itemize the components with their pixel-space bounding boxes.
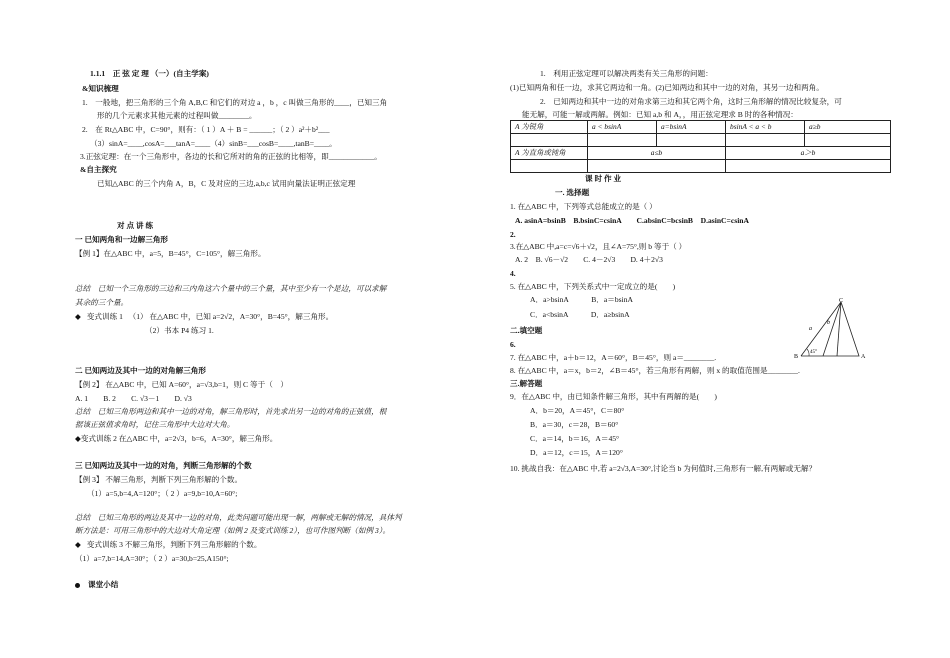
side-a-line xyxy=(823,302,841,356)
variant-1: ◆ 变式训练 1 （1） 在△ABC 中，已知 a=2√2，A=30°，B=45°，解三角形。 xyxy=(75,312,334,321)
question-3-options: A. 2 B. √6－√2 C. 4－2√3 D. 4＋2√3 xyxy=(515,255,663,264)
table-cell: A 为锐角 xyxy=(511,121,588,134)
question-9-option-d: D．a＝12，c＝15，A＝120° xyxy=(530,448,623,457)
table-cell xyxy=(657,134,726,147)
question-9: 9．在△ABC 中，由已知条件解三角形，其中有两解的是( ) xyxy=(510,392,717,401)
lesson-title: 1.1.1 正 弦 定 理 （一）(自主学案) xyxy=(90,69,209,78)
class-summary: 课堂小结 xyxy=(75,581,118,589)
table-cell xyxy=(588,134,657,147)
label-c: C xyxy=(839,298,844,304)
bullet-icon xyxy=(75,583,80,588)
label-angle: 45° xyxy=(810,350,817,355)
diamond-bullet-icon: ◆ xyxy=(75,540,81,549)
knowledge-item-3: （3）sinA=____,cosA=___tanA=____（4）sinB=___cosB=____,tanB=____。 xyxy=(90,139,337,148)
variant-1-item-2: （2）书本 P4 练习 1. xyxy=(145,326,214,335)
question-6: 6. xyxy=(510,340,516,349)
summary-1-cont: 其余的三个量。 xyxy=(75,298,129,307)
question-2: 2. xyxy=(510,230,516,239)
table-cell xyxy=(511,160,588,173)
label-a: a xyxy=(809,326,812,332)
summary-2: 总结 已知三角形两边和其中一边的对角，解三角形时，首先求出另一边的对角的正弦值，根 xyxy=(75,407,387,416)
example-3-items: （1）a=5,b=4,A=120°；（ 2 ）a=9,b=10,A=60°; xyxy=(87,489,238,498)
table-cell: a＞b xyxy=(726,147,891,160)
variant-3: ◆ 变式训练 3 不解三角形，判断下列三角形解的个数。 xyxy=(75,540,262,549)
explore-text: 已知△ABC 的三个内角 A，B，C 及对应的三边,a,b,c 试用向量法证明正弦定理 xyxy=(97,179,356,188)
knowledge-item-1-cont: 形的几个元素求其他元素的过程叫做________。 xyxy=(97,111,257,120)
table-row xyxy=(511,121,891,134)
example-2: 【例 2】 在△ABC 中，已知 A=60°，a=√3,b=1，则 C 等于（ ） xyxy=(75,380,288,389)
table-cell: a≤b xyxy=(588,147,726,160)
table-cell: a < bsinA xyxy=(588,121,657,134)
summary-2-cont: 据该正弦值求角时，记住三角形中大边对大角。 xyxy=(75,420,235,429)
label-B: B xyxy=(794,354,799,360)
altitude-line xyxy=(837,302,841,356)
table-row xyxy=(511,134,891,147)
question-5-options-ab: A．a>bsinA B．a＝bsinA xyxy=(530,295,634,304)
question-4: 4. xyxy=(510,269,516,278)
knowledge-heading: &知识梳理 xyxy=(82,84,119,93)
table-cell: a≥b xyxy=(805,121,891,134)
explore-heading: &自主探究 xyxy=(80,165,117,174)
label-b: b xyxy=(827,320,830,326)
table-cell xyxy=(726,134,805,147)
intro-2: (1)已知两角和任一边，求其它两边和一角。(2)已知两边和其中一边的对角，其另一边和两角。 xyxy=(510,83,824,92)
table-cell xyxy=(726,160,891,173)
question-1-options: A. asinA=bsinB B.bsinC=csinA C.absinC=bcsinB D.asinC=csinA xyxy=(515,216,750,225)
table-row xyxy=(511,147,891,160)
variant-2: ◆变式训练 2 在△ABC 中，a=2√3，b=6，A=30°，解三角形。 xyxy=(75,434,278,443)
intro-4: 能无解，可能一解或两解。例如：已知 a,b 和 A，，用正弦定理求 B 时的各种情况： xyxy=(522,110,798,119)
table-cell xyxy=(805,134,891,147)
cases-table xyxy=(510,120,891,173)
angle-arc xyxy=(807,349,809,356)
table-cell xyxy=(511,134,588,147)
summary-1: 总结 已知一个三角形的三边和三内角这六个量中的三个量，其中至少有一个是边，可以求解 xyxy=(75,284,387,293)
question-1: 1. 在△ABC 中，下列等式总能成立的是（ ） xyxy=(510,202,657,211)
intro-1: 1. 利用正弦定理可以解决两类有关三角形的问题： xyxy=(540,69,713,78)
homework-part1: 一. 选择题 xyxy=(555,188,590,197)
homework-part2: 二.填空题 xyxy=(510,326,543,335)
question-5: 5. 在△ABC 中，下列关系式中一定成立的是( ) xyxy=(510,282,676,291)
question-9-option-b: B．a＝30，c＝28，B＝60° xyxy=(530,420,619,429)
example-3: 【例 3】 不解三角形，判断下列三角形解的个数。 xyxy=(75,475,243,484)
homework-part3: 三.解答题 xyxy=(510,379,543,388)
knowledge-item-4: 3.正弦定理：在一个三角形中，各边的长和它所对的角的正弦的比相等，即____________。 xyxy=(80,152,382,161)
summary-3: 总结 已知三角形的两边及其中一边的对角，此类问题可能出现一解，两解或无解的情况，具体判 xyxy=(75,513,402,522)
question-9-option-c: C．a＝14，b＝16，A＝45° xyxy=(530,434,620,443)
knowledge-item-2: 2. 在 Rt△ABC 中，C=90°，则有：（ 1 ）A ＋ B = ______；（ 2 ）a²＋b²___ xyxy=(82,125,330,134)
example-2-options: A. 1 B. 2 C. √3－1 D. √3 xyxy=(75,394,192,403)
right-column xyxy=(475,0,950,658)
part2-heading: 二 已知两边及其中一边的对角解三角形 xyxy=(75,366,206,375)
question-7: 7. 在△ABC 中，a＋b＝12，A＝60°，B＝45°，则 a＝________. xyxy=(510,353,717,362)
knowledge-item-1: 1. 一般地，把三角形的三个角 A,B,C 和它们的对边 a ，b ，c 叫做三角形的____，已知三角 xyxy=(82,98,388,107)
table-row xyxy=(511,160,891,173)
homework-title: 课 时 作 业 xyxy=(585,174,622,183)
question-10: 10. 挑战自我：在△ABC 中,若 a=2√3,A=30°,讨论当 b 为何值时,三角形有一解,有两解或无解？ xyxy=(510,464,817,473)
example-1: 【例 1】在△ABC 中，a=5，B=45°，C=105°，解三角形。 xyxy=(75,249,266,258)
practice-heading: 对 点 讲 练 xyxy=(117,221,154,230)
table-cell: bsinA < a < b xyxy=(726,121,805,134)
intro-3: 2. 已知两边和其中一边的对角求第三边和其它两个角，这时三角形解的情况比较复杂，可 xyxy=(540,97,842,106)
question-8: 8. 在△ABC 中，a＝x，b＝2，∠B＝45°，若三角形有两解，则 x 的取值范围是________. xyxy=(510,366,800,375)
question-9-option-a: A．b＝20，A＝45°，C＝80° xyxy=(530,406,625,415)
part1-heading: 一 已知两角和一边解三角形 xyxy=(75,235,169,244)
label-A: A xyxy=(861,354,866,360)
table-cell: A 为直角或钝角 xyxy=(511,147,588,160)
question-5-options-cd: C．a<bsinA D．a≥bsinA xyxy=(530,310,630,319)
part3-heading: 三 已知两边及其中一边的对角，判断三角形解的个数 xyxy=(75,461,252,470)
triangle-figure xyxy=(793,296,873,362)
variant-3-items: （1）a=7,b=14,A=30°；（ 2 ）a=30,b=25,A150°; xyxy=(75,554,229,563)
question-3: 3.在△ABC 中,a=c=√6＋√2，且∠A=75°,则 b 等于（ ） xyxy=(510,242,687,251)
summary-3-cont: 断方法是：可用三角形中的大边对大角定理（如例 2 及变式训练 2），也可作图判断（如例 3）。 xyxy=(75,526,391,535)
table-cell: a=bsinA xyxy=(657,121,726,134)
table-cell xyxy=(588,160,726,173)
diamond-bullet-icon: ◆ xyxy=(75,312,81,321)
